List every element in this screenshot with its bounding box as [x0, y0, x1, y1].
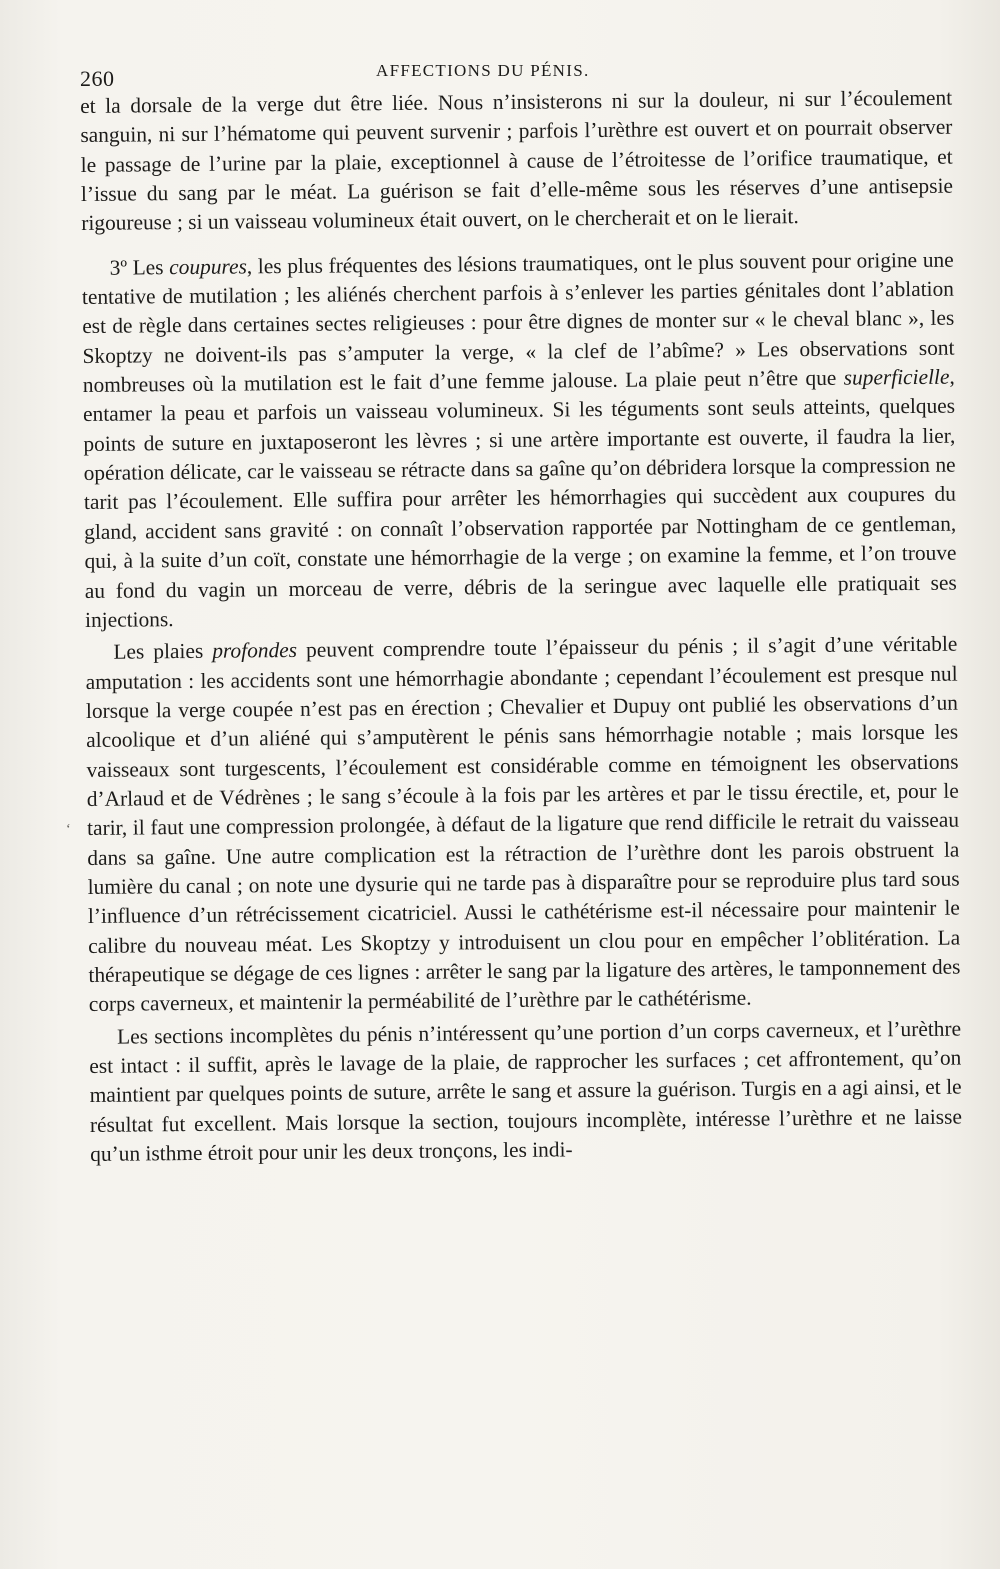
running-title: AFFECTIONS DU PÉNIS. [376, 61, 590, 80]
text-run: , entamer la peau et parfois un vaisseau volumineux. Si les téguments sont seuls atteints, quelques points de suture en juxtaposeront les lèvres ; si une artère importante est ouverte, il faudra la lier, opération délicate, car le vaisseau se rétracte dans sa gaîne qu’on débridera lorsque la compression ne tarit pas l’écoulement. Elle suffira pour arrêter les hémorrhagies qui succèdent aux coupures du gland, accident sans gravité : on connaît l’observation rapportée par Nottingham de ce gentleman, qui, à la suite d’un coït, constate une hémorrhagie de la verge ; on examine la femme, et l’on trouve au fond du vagin un morceau de verre, débris de la seringue avec laquelle elle pratiquait ses injections. [82, 364, 957, 632]
emphasized-term: coupures [169, 254, 247, 279]
paragraph-coupures [82, 245, 958, 635]
text-run: et la dorsale de la verge dut être liée. Nous n’insisterons ni sur la douleur, ni sur l’écoulement sanguin, ni sur l’hématome qui peuvent survenir ; parfois l’urèthre est ouvert et on pourrait observer le passage de l’urine par la plaie, exceptionnel à cause de l’étroitesse de l’orifice traumatique, et l’issue du sang par le méat. La guérison se fait d’elle-même sous les réserves d’une antisepsie rigoureuse ; si un vaisseau volumineux était ouvert, on le chercherait et on le lierait. [80, 85, 954, 236]
text-run: Les sections incomplètes du pénis n’intéressent qu’une portion d’un corps caverneux, et l’urèthre est intact : il suffit, après le lavage de la plaie, de rapprocher les surfaces ; cet affrontement, qu’on maintient par quelques points de suture, arrête le sang et assure la guérison. Turgis en a agi ainsi, et le résultat fut excellent. Mais lorsque la section, toujours incomplète, intéresse l’urèthre et ne laisse qu’un isthme étroit pour unir les deux tronçons, les indi- [89, 1016, 962, 1166]
margin-mark: ‘ [66, 822, 71, 837]
emphasized-term: superficielle [843, 364, 950, 390]
page-number: 260 [80, 66, 115, 91]
text-run: peuvent comprendre toute l’épaisseur du pénis ; il s’agit d’une véritable amputation : les accidents sont une hémorrhagie abondante ; cependant l’écoulement est presque nul lorsque la verge coupée n’est pas en érection ; Chevalier et Dupuy ont publié les observations d’un alcoolique et d’un aliéné qui s’amputèrent le pénis sans hémorrhagie notable ; mais lorsque les vaisseaux sont turgescents, l’écoulement est considérable comme en témoignent les observations d’Arlaud et de Védrènes ; le sang s’écoule à la fois par les artères et par le tissu érectile, et, pour le tarir, il faut une compression prolongée, à défaut de la ligature que rend difficile le retrait du vaisseau dans sa gaîne. Une autre complication est la rétraction de l’urèthre dont les parois obstruent la lumière du canal ; on note une dysurie qui ne tarde pas à disparaître pour se reproduire plus tard sous l’influence d’un rétrécissement cicatriciel. Aussi le cathétérisme est-il nécessaire pour maintenir le calibre du nouveau méat. Les Skoptzy y introduisent un clou pour en empêcher l’oblitération. La thérapeutique se dégage de ces lignes : arrêter le sang par la ligature des artères, le tamponnement des corps caverneux, et maintenir la perméabilité de l’urèthre par le cathétérisme. [85, 631, 961, 1017]
emphasized-term: profondes [212, 638, 298, 663]
text-run: , les plus fréquentes des lésions traumatiques, ont le plus souvent pour origine une tentative de mutilation ; les aliénés cherchent parfois à s’enlever les parties génitales dont l’ablation est de règle dans certaines sectes religieuses : pour être dignes de monter sur « le cheval blanc », les Skoptzy ne doivent-ils pas s’amputer la verge, « la clef de l’abîme? » Les observations sont nombreuses où la mutilation est le fait d’une femme jalouse. La plaie peut n’être que [81, 247, 955, 398]
running-head [80, 58, 940, 91]
paragraph-continuation [80, 84, 953, 239]
text-run: 3º Les [109, 254, 170, 280]
text-run: Les plaies [113, 638, 213, 664]
paragraph-plaies-profondes [85, 630, 961, 1020]
body-text [80, 84, 962, 1170]
paragraph-sections-incompletes [89, 1014, 962, 1169]
